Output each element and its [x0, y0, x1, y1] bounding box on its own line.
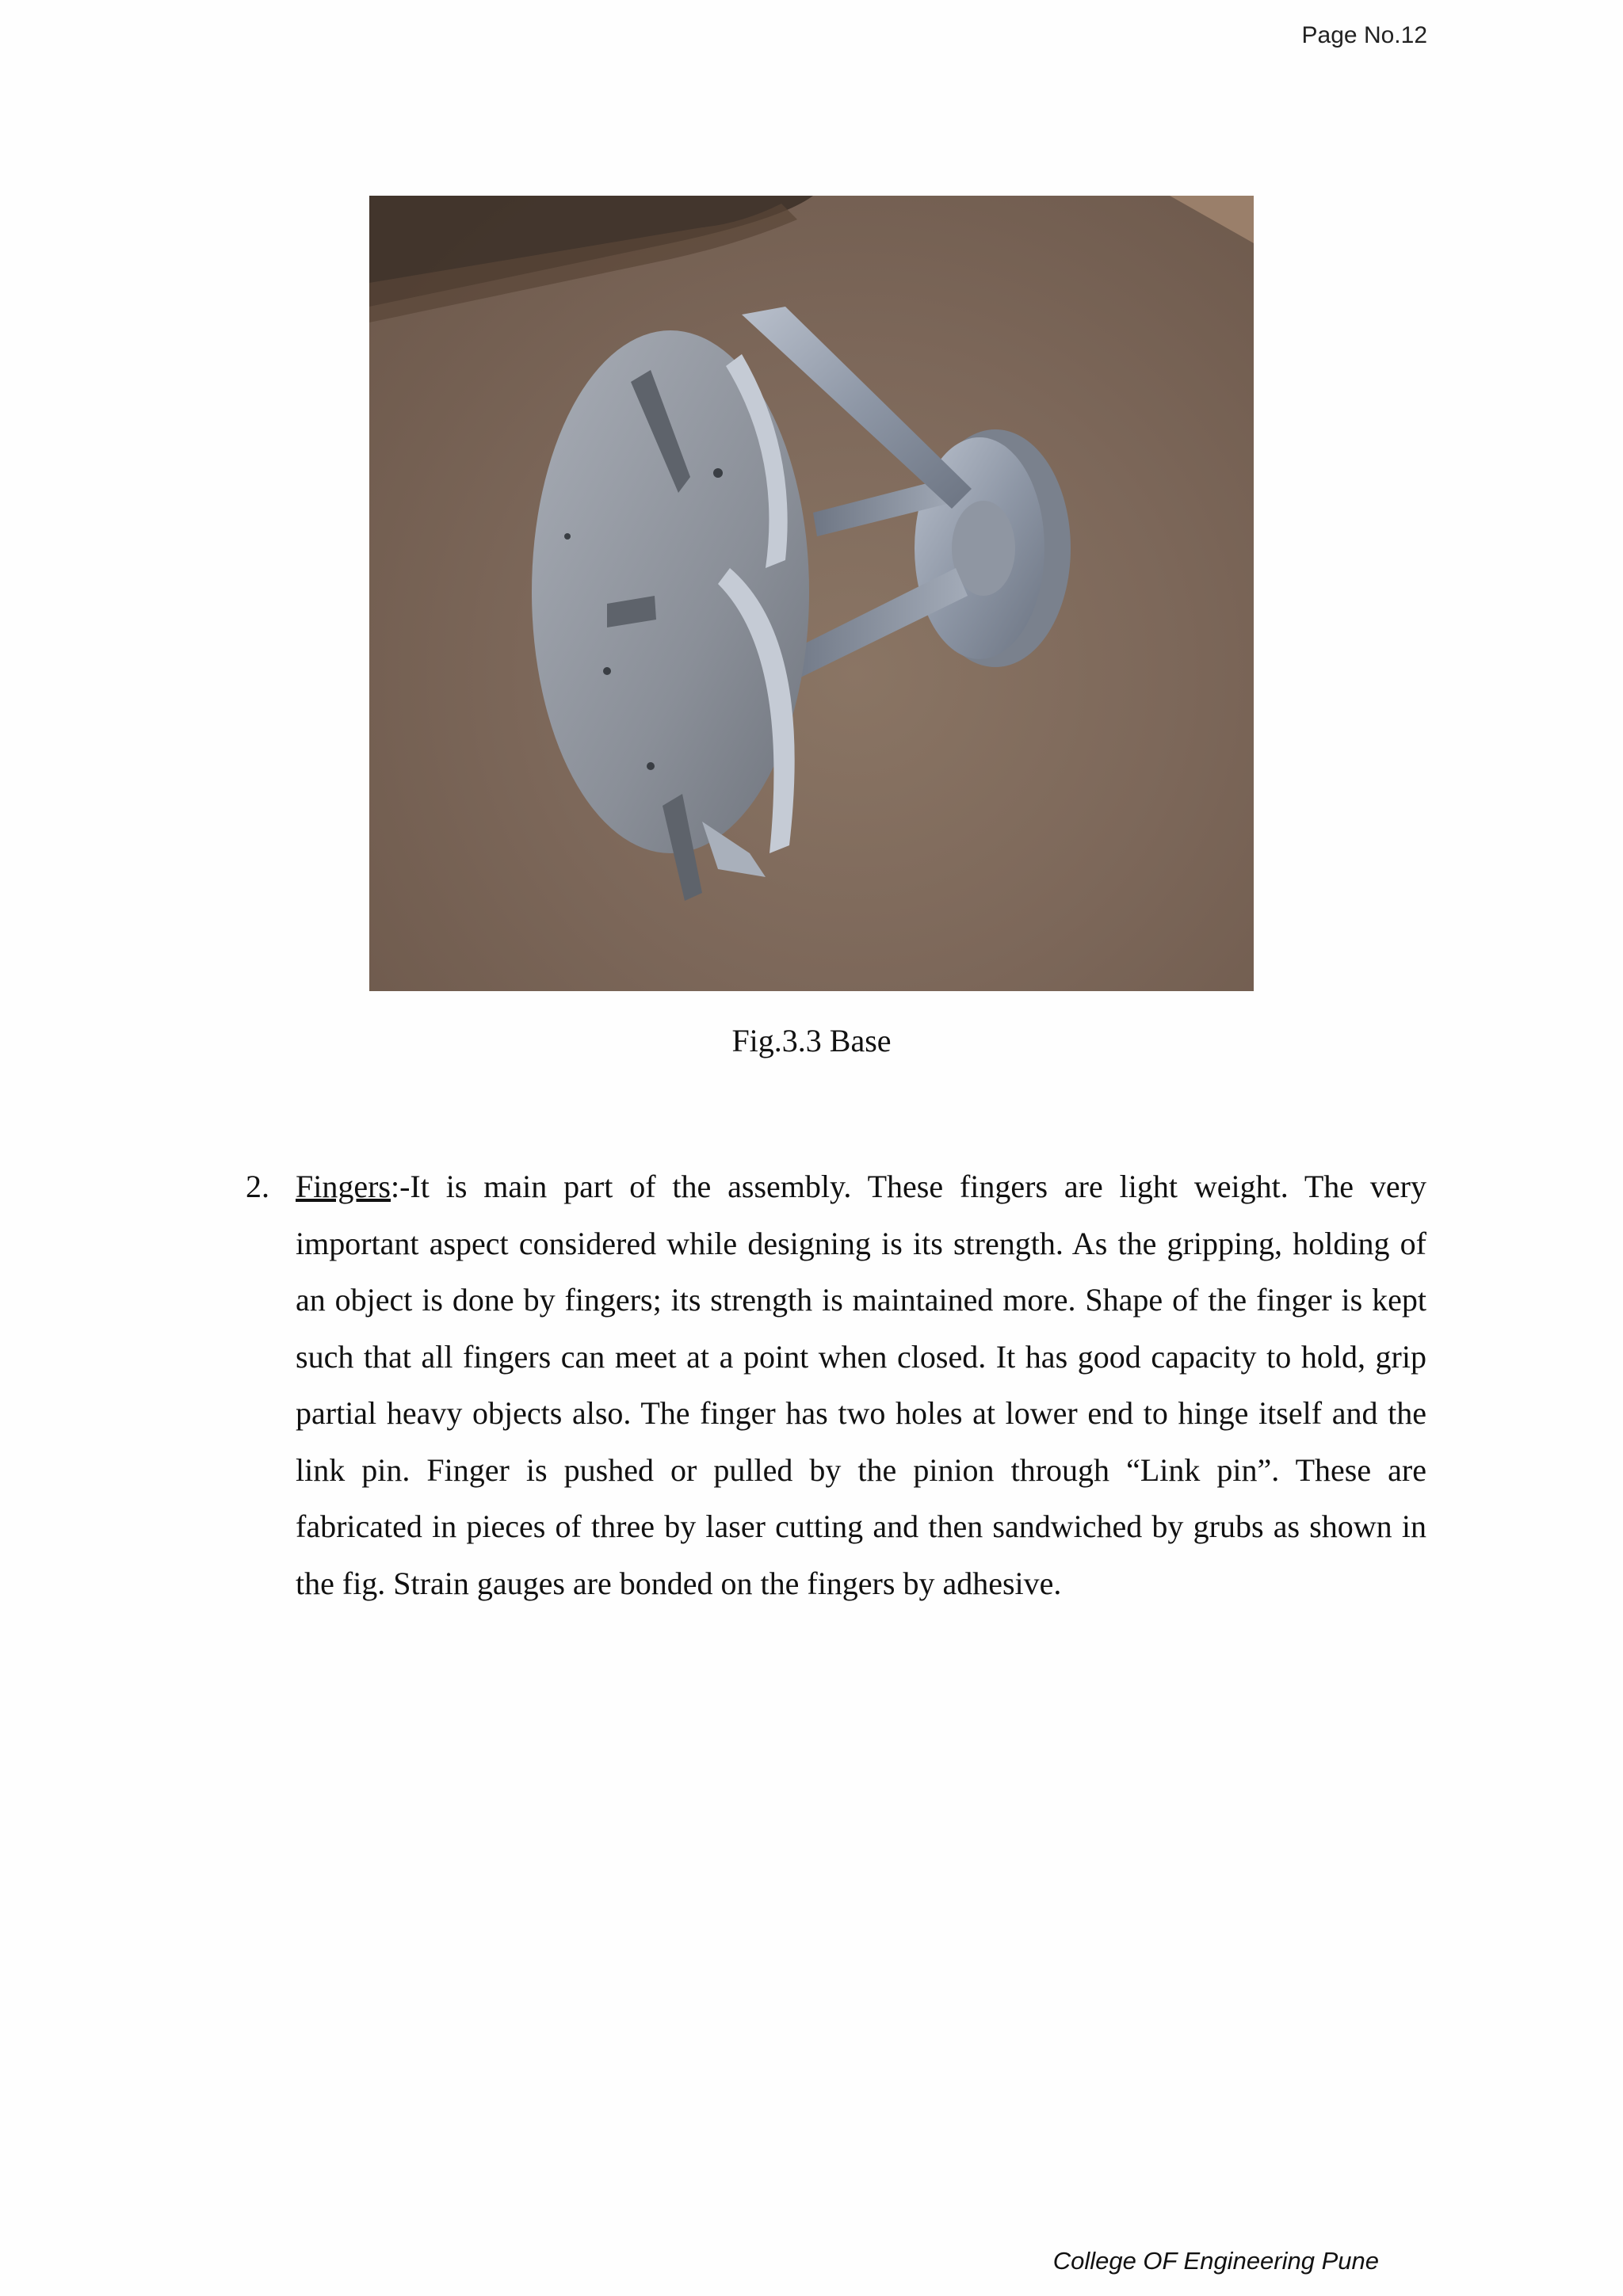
list-item-fingers — [246, 1158, 1426, 1611]
photo-gripper-base — [369, 196, 1254, 991]
paragraph-text: :-It is main part of the assembly. These fingers are light weight. The very important aspect considered while designing is its strength. As the gripping, holding of an object is done by fingers; its strength is maintained more. Shape of the finger is kept such that all fingers can meet at a point when closed. It has good capacity to hold, grip partial heavy objects also. The finger has two holes at lower end to hinge itself and the link pin. Finger is pushed or pulled by the pinion through “Link pin”. These are fabricated in pieces of three by laser cutting and then sandwiched by grubs as shown in the fig. Strain gauges are bonded on the fingers by adhesive. — [296, 1169, 1426, 1601]
list-number: 2. — [246, 1169, 269, 1204]
page-number: Page No.12 — [1301, 22, 1427, 48]
term-fingers: Fingers — [296, 1169, 391, 1204]
figure-caption: Fig.3.3 Base — [731, 1023, 892, 1058]
gripper-base-illustration — [369, 196, 1254, 991]
paragraph-body — [296, 1158, 1426, 1611]
footer-institution: College OF Engineering Pune — [1052, 2247, 1379, 2275]
